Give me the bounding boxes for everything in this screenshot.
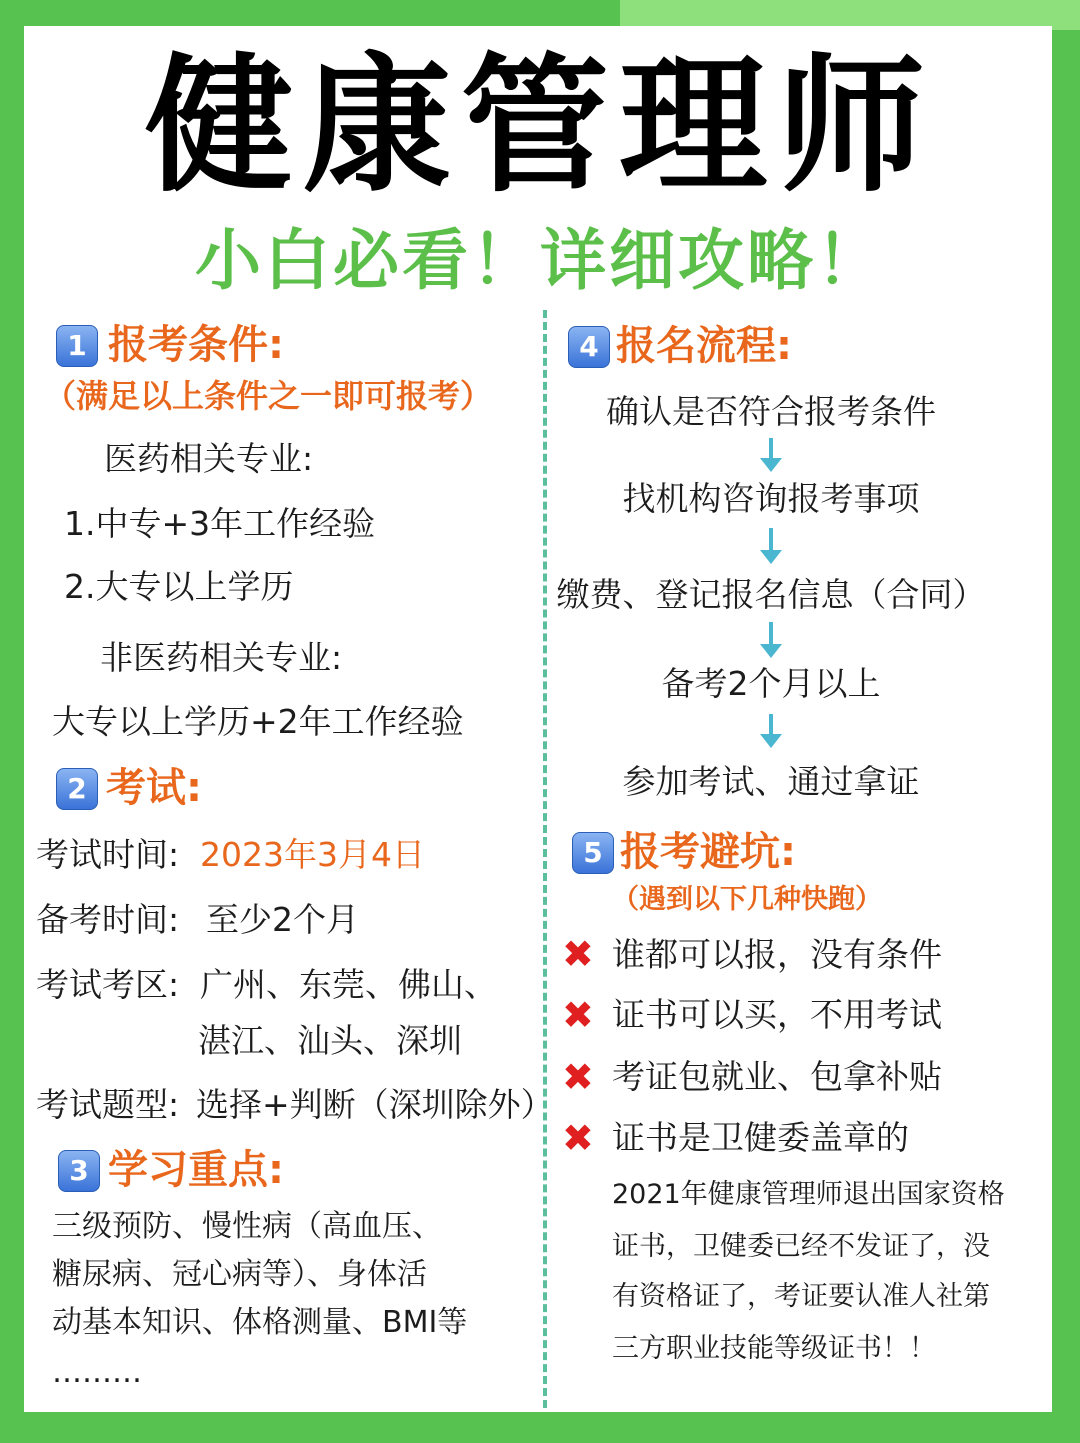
question-type-value: 选择+判断（深圳除外） — [196, 1085, 554, 1124]
flow-step-1: 确认是否符合报考条件 — [606, 392, 936, 431]
flow-step-3: 缴费、登记报名信息（合同） — [556, 575, 986, 614]
pitfall-4: 证书是卫健委盖章的 — [612, 1118, 909, 1157]
area-line-2: 湛江、汕头、深圳 — [198, 1021, 462, 1060]
medical-item-2: 2.大专以上学历 — [64, 567, 294, 606]
section3-badge: 3 — [58, 1150, 100, 1192]
cross-icon: ✖ — [562, 932, 594, 976]
flow-step-4: 备考2个月以上 — [661, 664, 881, 703]
page-title: 健康管理师 — [145, 40, 935, 212]
section2-title: 考试: — [106, 765, 202, 811]
medical-label: 医药相关专业: — [104, 439, 314, 478]
section1-note: （满足以上条件之一即可报考） — [44, 377, 493, 415]
section3-title: 学习重点: — [108, 1147, 284, 1193]
explain-line-1: 2021年健康管理师退出国家资格 — [612, 1179, 1005, 1210]
medical-item-1: 1.中专+3年工作经验 — [64, 504, 376, 543]
column-divider — [543, 310, 547, 1408]
section2-badge: 2 — [56, 768, 98, 810]
cross-icon: ✖ — [562, 1055, 594, 1099]
page-subtitle: 小白必看！详细攻略！ — [195, 222, 885, 299]
section5-note: （遇到以下几种快跑） — [612, 884, 882, 915]
exam-time-label: 考试时间: — [36, 835, 180, 874]
flow-step-2: 找机构咨询报考事项 — [622, 479, 920, 518]
explain-line-2: 证书，卫健委已经不发证了，没 — [612, 1231, 990, 1262]
prep-time-value: 至少2个月 — [206, 900, 359, 939]
flow-arrow-icon — [769, 528, 773, 554]
nonmedical-label: 非医药相关专业: — [100, 638, 343, 677]
section1-badge: 1 — [56, 325, 98, 367]
explain-line-4: 三方职业技能等级证书！！ — [612, 1333, 936, 1364]
question-type-label: 考试题型: — [36, 1085, 180, 1124]
study-ellipsis: ……… — [52, 1355, 142, 1390]
study-line-3: 动基本知识、体格测量、BMI等 — [52, 1305, 468, 1340]
section1-title: 报考条件: — [108, 322, 284, 368]
area-label: 考试考区: — [36, 965, 180, 1004]
prep-time-label: 备考时间: — [36, 900, 180, 939]
flow-arrow-icon — [769, 438, 773, 462]
pitfall-1: 谁都可以报，没有条件 — [612, 935, 942, 974]
section5-badge: 5 — [572, 832, 614, 874]
cross-icon: ✖ — [562, 993, 594, 1037]
section4-title: 报名流程: — [616, 323, 792, 369]
pitfall-3: 考证包就业、包拿补贴 — [612, 1057, 942, 1096]
flow-arrow-icon — [769, 714, 773, 738]
cross-icon: ✖ — [562, 1116, 594, 1160]
area-line-1: 广州、东莞、佛山、 — [200, 965, 497, 1004]
explain-line-3: 有资格证了，考证要认准人社第 — [612, 1281, 990, 1312]
flow-step-5: 参加考试、通过拿证 — [622, 762, 920, 801]
section5-title: 报考避坑: — [620, 829, 796, 875]
study-line-1: 三级预防、慢性病（高血压、 — [52, 1209, 442, 1244]
exam-time-value: 2023年3月4日 — [200, 835, 425, 874]
flow-arrow-icon — [769, 622, 773, 648]
study-line-2: 糖尿病、冠心病等）、身体活 — [52, 1257, 427, 1292]
section4-badge: 4 — [568, 326, 610, 368]
nonmedical-item: 大专以上学历+2年工作经验 — [52, 702, 464, 741]
pitfall-2: 证书可以买，不用考试 — [612, 995, 942, 1034]
